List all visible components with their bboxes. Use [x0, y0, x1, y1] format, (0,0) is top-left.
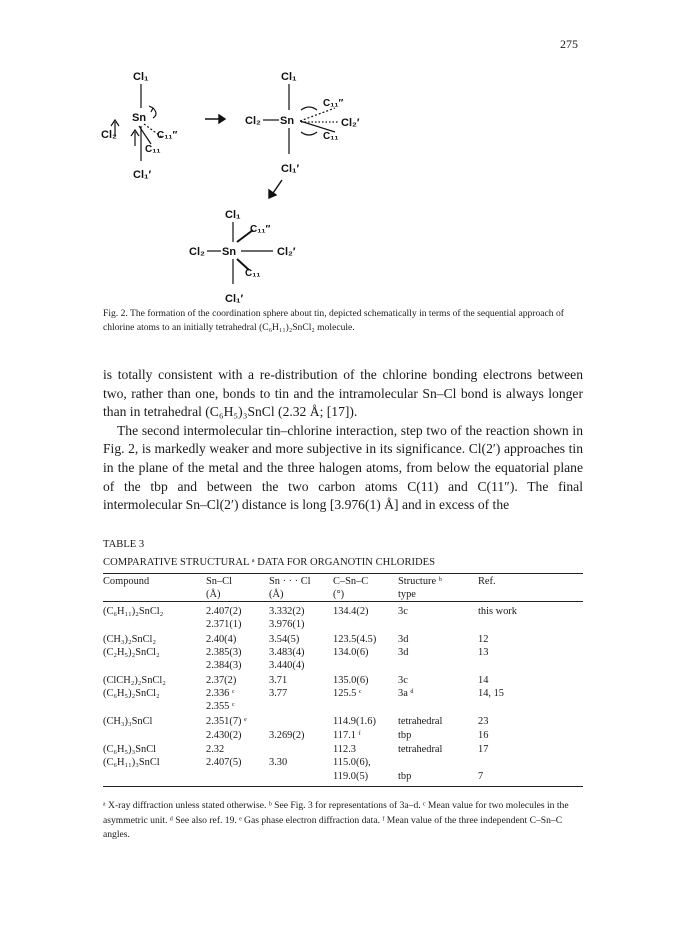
table-row-compound: (C₂H₅)₂SnCl₂ [103, 647, 160, 658]
svg-text:Sn: Sn [222, 246, 237, 258]
table-row-compound: (C₆H₁₁)₂SnCl₂ [103, 606, 164, 617]
table-cell: 17 [478, 744, 489, 755]
table-cell: 3.440(4) [269, 660, 305, 671]
table-cell: 23 [478, 716, 489, 727]
label-c11pp: C₁₁″ [157, 130, 178, 141]
svg-text:Cl₁′: Cl₁′ [225, 293, 244, 305]
table-header-cell: Sn · · · Cl [269, 576, 311, 587]
table-row-compound: (CH₃)₂SnCl₂ [103, 634, 157, 645]
table-cell: 2.385(3) [206, 647, 242, 658]
label-c11: C₁₁ [145, 144, 161, 155]
table-footnotes: ᵃ X-ray diffraction unless stated otherwise. ᵇ See Fig. 3 for representations of 3a–d. ᶜ Mean value for two molecules in the asymmetric unit. ᵈ See also ref. 19. ᵉ Gas phase electron diffraction data. ᶠ Mean value of the three independent C–Sn–C angles. [103, 800, 569, 840]
table-cell: 3d [398, 647, 409, 658]
table-cell: 135.0(6) [333, 675, 369, 686]
table-header-cell: Sn–Cl [206, 576, 232, 587]
table-cell: 3d [398, 634, 409, 645]
table-cell: 3.54(5) [269, 634, 300, 645]
table-top-rule [103, 573, 583, 574]
svg-text:Cl₂′: Cl₂′ [341, 117, 360, 129]
table-cell: 3a ᵈ [398, 688, 414, 699]
table-cell: 2.407(2) [206, 606, 242, 617]
svg-text:Cl₂: Cl₂ [189, 246, 205, 258]
svg-text:C₁₁″: C₁₁″ [250, 224, 271, 235]
table-cell: 2.371(1) [206, 619, 242, 630]
table-cell: 119.0(5) [333, 771, 369, 782]
label-cl1p: Cl₁′ [133, 169, 152, 181]
table-cell: 2.40(4) [206, 634, 237, 645]
table-subheader-cell: (Å) [206, 589, 221, 600]
table-row-compound: (ClCH₂)₂SnCl₂ [103, 675, 166, 686]
svg-text:Cl₂′: Cl₂′ [277, 246, 296, 258]
table-header-cell: Compound [103, 576, 150, 587]
table-cell: 123.5(4.5) [333, 634, 377, 645]
table-row-compound: (C₆H₁₁)₃SnCl [103, 757, 160, 768]
table-cell: 2.37(2) [206, 675, 237, 686]
table-cell: 3.269(2) [269, 730, 305, 741]
table-header-rule [103, 601, 583, 602]
svg-text:Sn: Sn [280, 115, 295, 127]
table-cell: 12 [478, 634, 489, 645]
table-header-cell: Structure ᵇ [398, 576, 442, 587]
body-text [103, 366, 583, 515]
svg-text:Cl₁: Cl₁ [281, 71, 297, 83]
table-cell: tbp [398, 771, 412, 782]
structure-tbp [245, 71, 360, 175]
figure-2-scheme [95, 66, 525, 306]
table-cell: 125.5 ᶜ [333, 688, 362, 699]
table-cell: 3c [398, 606, 408, 617]
arrow-right [205, 115, 225, 123]
table-cell: 134.4(2) [333, 606, 369, 617]
table-cell: 114.9(1.6) [333, 716, 376, 727]
structure-octahedral [189, 209, 296, 305]
svg-text:Cl₁′: Cl₁′ [281, 163, 300, 175]
table-cell: 2.384(3) [206, 660, 242, 671]
table-cell: 14, 15 [478, 688, 504, 699]
table-row-compound: (C₆H₅)₃SnCl [103, 744, 157, 755]
table-cell: tetrahedral [398, 716, 443, 727]
figure-caption: Fig. 2. The formation of the coordination sphere about tin, depicted schematically in terms of the sequential approach of chlorine atoms to an initially tetrahedral (C₆H₁₁)₂SnCl₂ molecule. [103, 308, 564, 333]
paragraph: The second intermolecular tin–chlorine interaction, step two of the reaction shown in Fig. 2, is markedly weaker and more subjective in its significance. Cl(2′) approaches tin in the plane of the metal and the three halogen atoms, from below the equatorial plane of the tbp and between the two carbon atoms C(11) and C(11″). The final intermolecular Sn–Cl(2′) distance is long [3.976(1) Å] and in excess of the [103, 422, 583, 513]
table-cell: 2.407(5) [206, 757, 242, 768]
page-number: 275 [560, 37, 578, 51]
table-subheader-cell: (°) [333, 589, 345, 600]
table-cell: 3c [398, 675, 408, 686]
table-cell: 13 [478, 647, 489, 658]
label-cl2: Cl₂ [101, 129, 117, 141]
label-sn: Sn [132, 112, 147, 124]
structure-tetrahedral [101, 71, 177, 181]
table-label: TABLE 3 [103, 539, 145, 550]
table-cell: 115.0(6), [333, 757, 371, 768]
table-cell: 2.355 ᶜ [206, 701, 235, 712]
table-header-cell: C–Sn–C [333, 576, 369, 587]
table-row-compound: (C₆H₅)₂SnCl₂ [103, 688, 160, 699]
svg-text:Cl₂: Cl₂ [245, 115, 261, 127]
table-row-compound: (CH₃)₃SnCl [103, 716, 153, 727]
label-cl1: Cl₁ [133, 71, 149, 83]
table-header-cell: Ref. [478, 576, 496, 587]
table-cell: tetrahedral [398, 744, 443, 755]
table-cell: 3.30 [269, 757, 288, 768]
table-cell: 3.77 [269, 688, 288, 699]
table-cell: 3.71 [269, 675, 288, 686]
table-cell: 16 [478, 730, 489, 741]
table-cell: 14 [478, 675, 489, 686]
table-cell: 7 [478, 771, 484, 782]
table-cell: 117.1 ᶠ [333, 730, 361, 741]
svg-text:C₁₁″: C₁₁″ [323, 98, 344, 109]
table-cell: 2.430(2) [206, 730, 242, 741]
table-bottom-rule [103, 786, 583, 787]
svg-text:C₁₁: C₁₁ [245, 268, 261, 279]
table-subheader-cell: type [398, 589, 416, 600]
arrow-down-left [269, 180, 282, 198]
table-cell: 134.0(6) [333, 647, 369, 658]
table-cell: 3.976(1) [269, 619, 305, 630]
table-cell: 2.32 [206, 744, 225, 755]
table-cell: 3.332(2) [269, 606, 305, 617]
svg-text:Cl₁: Cl₁ [225, 209, 241, 221]
table-cell: tbp [398, 730, 412, 741]
table-cell: 2.336 ᶜ [206, 688, 235, 699]
table-subheader-cell: (Å) [269, 589, 284, 600]
svg-text:C₁₁: C₁₁ [323, 131, 339, 142]
table-cell: 2.351(7) ᵉ [206, 716, 247, 727]
table-cell: 112.3 [333, 744, 356, 755]
paragraph: is totally consistent with a re-distribution of the chlorine bonding electrons between two, rather than one, bonds to tin and the intramolecular Sn–Cl bond is always longer than in tetrahedral (C₆H₅)₃SnCl (2.32 Å; [17]). [103, 367, 583, 420]
table-cell: 3.483(4) [269, 647, 305, 658]
table-title: COMPARATIVE STRUCTURAL ᵃ DATA FOR ORGANOTIN CHLORIDES [103, 557, 436, 568]
table-cell: this work [478, 606, 517, 617]
